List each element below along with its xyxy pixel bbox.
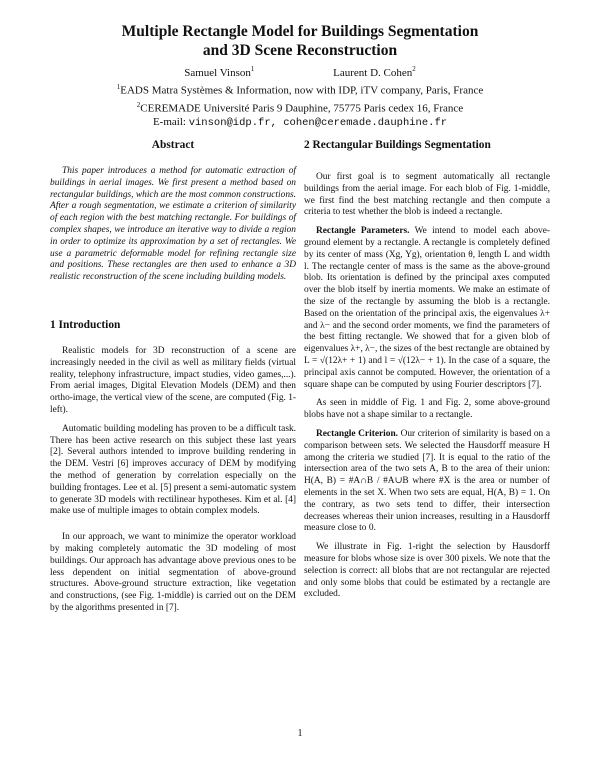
section-2-paragraph-1: Our first goal is to segment automatically all rectangle buildings from the aerial image. For each blob of Fig. 1-middle, we first find the best matching rectangle and then compute a criteria to test whether the blob is indeed a rectangle.: [304, 172, 550, 218]
author-1-mark: 1: [250, 65, 255, 73]
right-column: [304, 138, 550, 601]
author-2-mark: 2: [412, 65, 416, 73]
affiliation-2-mark: 2: [136, 100, 141, 109]
section-1-paragraph-1: Realistic models for 3D reconstruction of a scene are increasingly needed in the civil as well as military fields (virtual reality, telephony infrastructure, impact studies, video games,...). From aerial images, Digital Elevation Models (DEM) and then ortho-image, the vertical view of the scene, are computed (Fig. 1-left).: [50, 345, 297, 415]
section-2-paragraph-2: [304, 226, 550, 391]
rectangle-parameters-heading: Rectangle Parameters.: [316, 226, 410, 237]
left-column: [50, 138, 296, 615]
abstract-text: This paper introduces a method for automatic extraction of buildings in aerial images. We first present a method based on rectangular buildings, which are the most common constructions. After a rough segmentation, we estimate a criterion of similarity of each region with the best matching rectangle. For buildings of complex shapes, we introduce an iterative way to divide a region in order to optimize its approximation by a set of rectangles. We use a parametric deformable model for refining rectangle size and positions. These rectangles are then used to enhance a 3D realistic reconstruction of the scene including building models.: [50, 166, 296, 283]
abstract-heading: Abstract: [151, 139, 195, 151]
affiliation-1-text: EADS Matra Systèmes & Information, now with IDP, iTV company, Paris, France: [120, 84, 484, 97]
affiliation-2: [0, 98, 600, 116]
title-line-1: Multiple Rectangle Model for Buildings Segmentation: [121, 23, 479, 40]
affiliation-2-text: CEREMADE Université Paris 9 Dauphine, 75775 Paris cedex 16, France: [140, 102, 464, 115]
author-2-name: Laurent D. Cohen: [333, 66, 413, 79]
author-1-name: Samuel Vinson: [184, 66, 251, 79]
page-number: 1: [297, 728, 303, 739]
email-line: [0, 115, 600, 130]
affiliations: [0, 80, 600, 130]
author-2: [333, 62, 416, 80]
section-2-paragraph-3: As seen in middle of Fig. 1 and Fig. 2, some above-ground blobs have not a shape similar to a rectangle.: [304, 398, 550, 421]
section-1-paragraph-2: Automatic building modeling has proven to be a difficult task. There has been active research on this subject these last years [2]. Several authors intended to improve building rendering in the DEM. Vestri [6] improves accuracy of DEM by modifying the method of generation by correlation especially on the building frontages. Lee et al. [5] present a semi-automatic system to generate 3D models with rectilinear hypotheses. Kim et al. [4] make use of multiple images to obtain complex models.: [50, 423, 296, 517]
title-line-2: and 3D Scene Reconstruction: [202, 42, 398, 59]
affiliation-1: [0, 80, 600, 98]
affiliation-1-mark: 1: [116, 83, 121, 91]
rectangle-criterion-text: Our criterion of similarity is based on a comparison between sets. We selected the Hausdorff measure H among the criteria we studied [7]. It is equal to the ratio of the intersection area of the two sets A, B to the area of their union: H(A, B) = #A∩B / #A∪B where #X is the area or number of elements in the set X. When two sets are equal, H(A, B) = 1. On the contrary, as two sets tend to differ, their intersection decreases whereas their union increases, resulting in a Hausdorff measure close to 0.: [304, 428, 550, 534]
section-2-paragraph-5: We illustrate in Fig. 1-right the selection by Hausdorff measure for blobs whose size is over 300 pixels. We note that the selection is correct: all blobs that are not rectangular are rejected and only some blobs that could be estimated by a rectangle are excluded.: [304, 542, 550, 600]
paper-title: [0, 22, 600, 60]
rectangle-parameters-text: We intend to model each above-ground element by a rectangle. A rectangle is completely defined by its center of mass (Xg, Yg), orientation θ, length L and width l. The rectangle center of mass is the same as the above-ground blob. Its orientation is defined by the principal axes computed over the blob itself by inertia moments. We make an estimate of the size of the rectangle by assuming the blob is a rectangle. Based on the orientation of the principal axis, the eigenvalues λ+ and λ− and the second order moments, we find the parameters of the best fitting rectangle. We showed that for a given blob of eigenvalues λ+, λ−, the sizes of the best rectangle are obtained by L = √(12λ+ + 1) and l = √(12λ− + 1). In the case of a square, the principal axis cannot be computed. However, the orientation of a square shape can be computed by using Fourier descriptors [7].: [304, 226, 550, 390]
section-1-heading: 1 Introduction: [50, 318, 121, 331]
author-list: [0, 62, 600, 80]
section-2-paragraph-4: [304, 429, 550, 535]
rectangle-criterion-heading: Rectangle Criterion.: [316, 428, 398, 439]
author-1: [184, 62, 254, 80]
email-label: E-mail:: [152, 116, 186, 129]
email-address[interactable]: vinson@idp.fr, cohen@ceremade.dauphine.fr: [188, 117, 448, 130]
section-2-heading: 2 Rectangular Buildings Segmentation: [304, 139, 491, 151]
section-1-paragraph-3: In our approach, we want to minimize the operator workload by making completely automatic the 3D modeling of most buildings. Our approach has advantage above previous ones to be less dependent on initial segmentation of above-ground structures. Above-ground structure extraction, like vegetation and constructions, (see Fig. 1-middle) is carried out on the DEM by the algorithms presented in [7].: [50, 532, 296, 613]
